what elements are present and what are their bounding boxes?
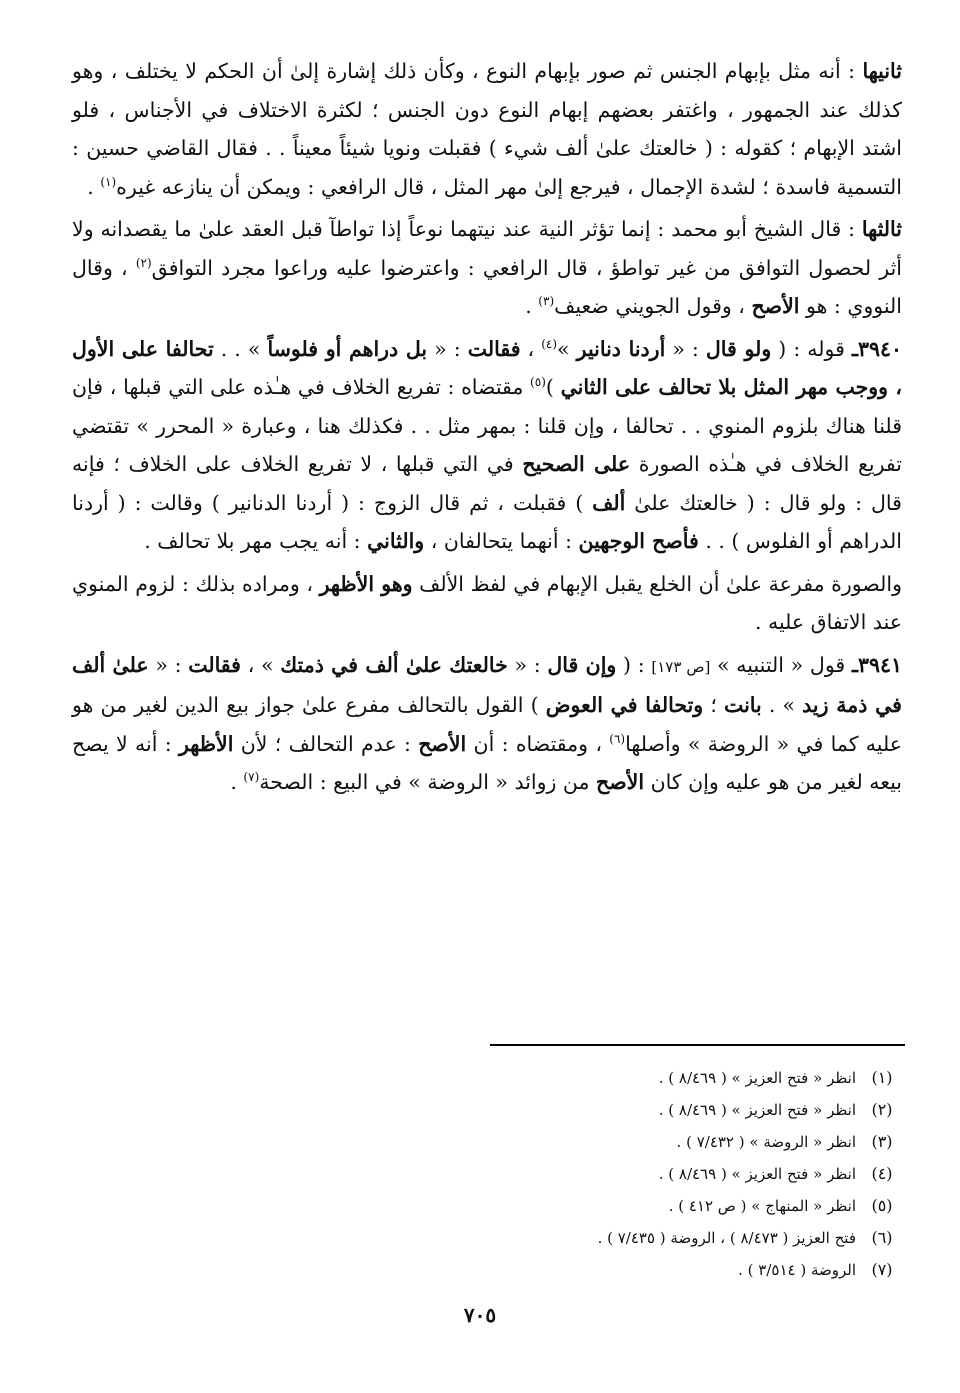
text: : (: [616, 652, 652, 677]
paragraph-lead: ثالثها: [861, 217, 902, 241]
main-text: [72, 52, 902, 806]
bold-term: الأصح: [751, 294, 800, 318]
footnote-7: [472, 1254, 902, 1286]
bold-term: بانت: [723, 693, 762, 717]
text: »: [557, 336, 577, 361]
footnote-6: [472, 1222, 902, 1254]
text: : أنه لا يصح بيعه لغير من هو عليه وإن كان: [72, 731, 902, 794]
paragraph-thaniha: [72, 52, 902, 206]
bold-term: علىٰ ألف في ذمة زيد: [72, 652, 902, 717]
bold-term: وتحالفا في العوض: [545, 693, 704, 717]
paragraph-lead: ثانيها: [862, 59, 902, 83]
footnote-text: انظر « فتح العزيز » ( ٨/٤٦٩ ) .: [658, 1165, 856, 1183]
text: : أنه يجب مهر بلا تحالف .: [144, 529, 368, 553]
footnote-number: (٢): [871, 1100, 893, 1119]
footnotes: [472, 1062, 902, 1286]
footnote-number: (٦): [871, 1228, 893, 1247]
footnote-ref-3[interactable]: (٣): [538, 294, 555, 309]
text: ؛: [703, 693, 724, 717]
bold-term: وهو الأظهر: [319, 571, 413, 596]
text: ) القول بالتحالف مفرع علىٰ جواز بيع الدين لغير من هو عليه كما في « الروضة » وأصلها: [72, 693, 903, 756]
paragraph-tail: .: [87, 174, 101, 199]
footnote-number: (٤): [871, 1164, 893, 1183]
footnote-2: [472, 1094, 902, 1126]
text: .: [230, 770, 244, 794]
text: » . .: [213, 336, 268, 361]
page-number: ٧٠٥: [463, 1303, 497, 1327]
bold-term: تحالفا على الأول ، ووجب مهر المثل بلا تحالف على الثاني: [72, 336, 902, 399]
paragraph-text: : أنه مثل بإبهام الجنس ثم صور بإبهام النوع ، وكأن ذلك إشارة إلىٰ أن الحكم لا يختلف ، وهو كذلك عند الجمهور ، واغتفر بعضهم إبهام النوع دون الجنس ؛ لكثرة الاختلاف في الأجناس ، فلو اشتد الإبهام ؛ كقوله : ( خالعتك علىٰ ألف شيء ) فقبلت ونويا شيئاً معيناً . . فقال القاضي حسين : التسمية فاسدة ؛ لشدة الإجمال ، فيرجع إلىٰ مهر المثل ، قال الرافعي : ويمكن أن ينازعه غيره: [72, 59, 902, 199]
text: ): [545, 375, 561, 399]
bold-term: الأصح: [418, 731, 467, 756]
text: » ،: [240, 652, 281, 677]
text: قوله : (: [771, 336, 852, 361]
bold-term: ولو قال: [705, 336, 772, 361]
paragraph-3940: ٣٩٤٠ـ قوله : ( ولو قال : « أردنا دنانير »$^{(٤)}$ ، فقالت : « بل دراهم أو فلوساً » . . تحالفا على الأول ، ووجب مهر المثل بلا تحالف على الثاني )$^{(٥)}$ مقتضاه : تفريع الخلاف في هـٰذه على التي قبلها ، فإن قلنا هناك بلزوم المنوي . . تحالفا ، وإن قلنا : بمهر مثل . . فكذلك هنا ، وعبارة « المحرر » تقتضي تفريع الخلاف في هـٰذه الصورة على الصحيح في التي قبلها ، لا تفريع الخلاف على الخلاف ؛ فإنه قال : ولو قال : ( خالعتك علىٰ ألف ) فقبلت ، ثم قال الزوج : ( أردنا الدنانير ) وقالت : ( أردنا الدراهم أو الفلوس ) . . فأصح الوجهين : أنهما يتحالفان ، والثاني : أنه يجب مهر بلا تحالف .: [72, 336, 903, 553]
footnote-number: (٣): [871, 1132, 893, 1151]
bold-term: فقالت: [188, 652, 241, 677]
text: : «: [427, 336, 468, 361]
bold-term: فأصح الوجهين: [578, 529, 699, 553]
text: قول « التنبيه »: [710, 652, 852, 677]
footnote-number: (١): [871, 1068, 893, 1087]
footnote-ref-7[interactable]: (٧): [243, 770, 260, 785]
footnote-text: انظر « المنهاج » ( ص ٤١٢ ) .: [668, 1197, 856, 1215]
footnote-text: انظر « فتح العزيز » ( ٨/٤٦٩ ) .: [658, 1069, 856, 1087]
paragraph-text: ، وقال النووي : هو: [72, 255, 902, 318]
footnote-number: (٥): [871, 1196, 893, 1215]
text: ) فقبلت ، ثم قال الزوج : ( أردنا الدنانير ) وقالت : ( أردنا الدراهم أو الفلوس ) . .: [72, 490, 902, 553]
footnote-5: [472, 1190, 902, 1222]
paragraph-tail: .: [525, 294, 539, 318]
text: ، ومراده بذلك : لزوم المنوي عند الاتفاق عليه .: [72, 571, 902, 634]
footnote-ref-6[interactable]: (٦): [609, 731, 626, 746]
paragraph-3941: ٣٩٤١ـ قول « التنبيه » [ص ١٧٣] : ( وإن قال : « خالعتك علىٰ ألف في ذمتك » ، فقالت : « علىٰ ألف في ذمة زيد » . بانت ؛ وتحالفا في العوض ) القول بالتحالف مفرع علىٰ جواز بيع الدين لغير من هو عليه كما في « الروضة » وأصلها$^{(٦)}$ ، ومقتضاه : أن الأصح : عدم التحالف ؛ لأن الأظهر : أنه لا يصح بيعه لغير من هو عليه وإن كان الأصح من زوائد « الروضة » في البيع : الصحة$^{(٧)}$ .: [72, 652, 903, 794]
footnote-3: [472, 1126, 902, 1158]
bold-term: خالعتك علىٰ ألف في ذمتك: [280, 652, 508, 677]
bold-term: وإن قال: [547, 652, 617, 677]
text: ، ومقتضاه : أن: [466, 731, 610, 756]
text: : «: [665, 336, 706, 361]
bold-term: على الصحيح: [522, 452, 631, 476]
bold-term: ألف: [592, 490, 626, 515]
paragraph-thalithuha: [72, 210, 902, 326]
text: مقتضاه : تفريع الخلاف في هـٰذه على التي قبلها ، فإن قلنا هناك بلزوم المنوي . . تحالفا ، وإن قلنا : بمهر مثل . . فكذلك هنا ، وعبارة « المحرر » تقتضي تفريع الخلاف في هـٰذه الصورة: [72, 375, 902, 476]
bold-term: الأصح: [596, 770, 645, 794]
footnote-ref-1[interactable]: (١): [100, 174, 117, 189]
bold-term: الأظهر: [178, 731, 234, 756]
footnote-text: انظر « الروضة » ( ٧/٤٣٢ ) .: [676, 1133, 856, 1151]
footnote-ref-4[interactable]: (٤): [541, 336, 558, 351]
text: والصورة مفرعة علىٰ أن الخلع يقبل الإبهام في لفظ الألف: [412, 571, 902, 596]
section-number: ٣٩٤٠: [858, 336, 903, 361]
text: في التي قبلها ، لا تفريع الخلاف على الخلاف ؛ فإنه قال : ولو قال : ( خالعتك علىٰ: [72, 452, 902, 515]
footnote-ref-2[interactable]: (٢): [135, 255, 152, 270]
footnote-text: الروضة ( ٣/٥١٤ ) .: [738, 1261, 856, 1279]
bold-term: فقالت: [467, 336, 521, 361]
footnote-ref-5[interactable]: (٥): [530, 375, 546, 390]
paragraph-surah: [72, 565, 902, 642]
bold-term: بل دراهم أو فلوساً: [267, 336, 428, 361]
text: » .: [761, 693, 803, 717]
footnote-number: (٧): [871, 1260, 893, 1279]
paragraph-text: ، وقول الجويني ضعيف: [554, 294, 752, 318]
footnote-separator: [490, 1044, 905, 1046]
section-number: ٣٩٤١: [857, 652, 902, 677]
bold-term: والثاني: [367, 529, 425, 553]
text: ،: [520, 336, 542, 361]
bold-term: أردنا دنانير: [576, 336, 666, 361]
footnote-4: [472, 1158, 902, 1190]
text: : «: [507, 652, 548, 677]
paragraph-text: : قال الشيخ أبو محمد : إنما تؤثر النية عند نيتهما نوعاً إذا تواطآ قبل العقد علىٰ ما يقصدانه ولا أثر لحصول التوافق من غير تواطؤ ، قال الرافعي : واعترضوا عليه وراعوا مجرد التوافق: [72, 217, 902, 280]
page-reference: [ص ١٧٣]: [651, 657, 711, 676]
footnote-1: [472, 1062, 902, 1094]
text: : أنهما يتحالفان ،: [424, 529, 579, 553]
text: : «: [148, 652, 189, 677]
footnote-text: انظر « فتح العزيز » ( ٨/٤٦٩ ) .: [658, 1101, 856, 1119]
text: من زوائد « الروضة » في البيع : الصحة: [259, 770, 597, 794]
footnote-text: فتح العزيز ( ٨/٤٧٣ ) ، الروضة ( ٧/٤٣٥ ) .: [597, 1229, 856, 1247]
text: : عدم التحالف ؛ لأن: [233, 731, 419, 756]
